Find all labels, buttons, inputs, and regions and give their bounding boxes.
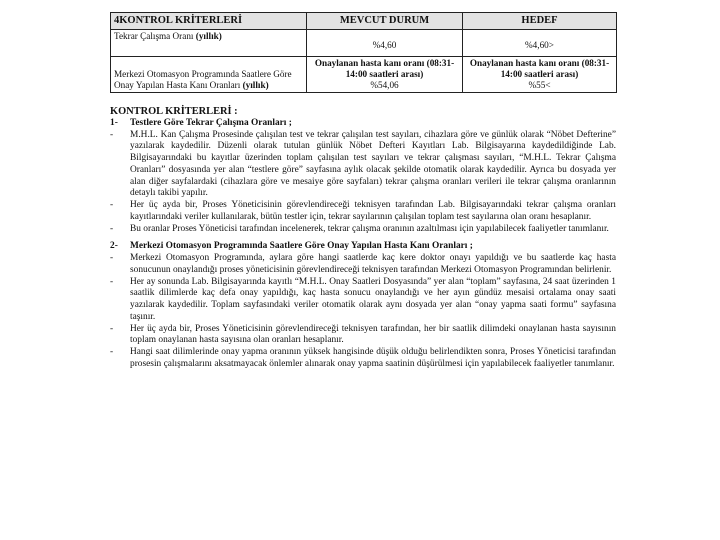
list-item: [110, 200, 616, 224]
target-value-cell: [463, 57, 617, 93]
list-item-text: Her ay sonunda Lab. Bilgisayarında kayıtlı “M.H.L. Onay Saatleri Dosyasında” yer alan “toplam” sayfasına, 24 saat üzerinden 1 saatlik dilimlerde kaç defa onay yapıldığı, kaç hasta sonucu onaylandığı ve her ayın gündüz mesaisi ortalama onay saati yazılarak kaydedilir. Toplam sayfasındaki veriler otomatik olarak aynı dosyada yer alan “onay yapma saati formu” sayfasına taşınır.: [130, 276, 616, 322]
target-value: %4,60>: [525, 40, 554, 50]
list-item: [110, 347, 616, 371]
list-item-text: Merkezi Otomasyon Programında, aylara göre hangi saatlerde kaç kere doktor onayı yapıldığı ve bu saatlerde kaç hasta sonucunun onaylandığı proses yöneticisinin görevlendireceği teknisyen tarafından Merkezi Otomasyon Programından belirlenir.: [130, 253, 616, 275]
list-item-text: Hangi saat dilimlerinde onay yapma oranının yüksek hangisinde düşük olduğu belirlendikten sonra, Proses Yöneticisi tarafından prosesin çalışmalarını aksatmayacak önlemler alınarak onay yapma saatinin düşürülmesi için yapılabilecek faaliyetler tanımlanır.: [130, 347, 616, 369]
criterion-text: Merkezi Otomasyon Programında Saatlere Göre Onay Yapılan Hasta Kanı Oranları: [114, 69, 292, 90]
control-criteria-table: [110, 12, 617, 93]
list-item: [110, 253, 616, 277]
list-item-text: Her üç ayda bir, Proses Yöneticisinin görevlendireceği teknisyen tarafından Lab. Bilgisayarındaki tekrar çalışma oranları kayıtlarındaki veriler kullanılarak, bütün testler için, tekrar sayılarının çalışılan toplam test sayılarına olan oranı hesaplanır.: [130, 200, 616, 222]
bullet-dash: -: [110, 129, 114, 140]
header-criteria: 4KONTROL KRİTERLERİ: [111, 13, 307, 30]
header-target: HEDEF: [463, 13, 617, 30]
list-item-text: Bu oranlar Proses Yöneticisi tarafından incelenerek, tekrar çalışma oranının azaltılması için yapılabilecek faaliyetler tanımlanır.: [130, 223, 609, 234]
criterion-text: Tekrar Çalışma Oranı: [114, 31, 196, 41]
bullet-dash: -: [110, 223, 114, 234]
table-header-row: [111, 13, 617, 30]
list-item: [110, 130, 616, 201]
criterion-cell: [111, 30, 307, 57]
section-number: 1-: [110, 117, 118, 128]
target-value: %55<: [528, 80, 551, 90]
bullet-dash: -: [110, 347, 114, 357]
criterion-period: (yıllık): [195, 31, 222, 41]
list-item-text: M.H.L. Kan Çalışma Prosesinde çalışılan test ve tekrar çalışılan test sayıları, cihazlara göre ve günlük olarak “Nöbet Defterine” yazılarak kaydedilir. Düzenli olarak tutulan günlük Nöbet Defteri Kayıtları Lab. Bilgisayarına kaydedildiğinde Lab. Bilgisayarındaki bu kayıtlar üzerinden toplam çalışılan test sayıları ve tekrar çalışması sayıları, “M.H.L. Tekrar Çalışma Oranları” dosyasında yer alan “testlere göre” sayfasına aylık olacak şekilde otomatik olarak kaydedilir. Ayrıca bu dosyada yer alan diğer sayfalardaki (cihazlara göre ve mesaiye göre sayfaları) tekrar çalışma oranları verileri ile tekrar çalışma oranlarının detaylı takibi yapılır.: [130, 129, 616, 199]
list-item: [110, 277, 616, 324]
bullet-dash: -: [110, 323, 114, 334]
target-value-cell: [463, 30, 617, 57]
bullet-dash: -: [110, 253, 114, 263]
list-item-text: Her üç ayda bir, Proses Yöneticisinin görevlendireceği teknisyen tarafından, her bir saatlik dilimdeki onaylanan hasta sayısının toplam onaylanan hasta sayısına olan oranları hesaplanır.: [130, 323, 616, 346]
section-title: Testlere Göre Tekrar Çalışma Oranları ;: [130, 117, 292, 128]
bullet-dash: -: [110, 276, 114, 287]
document-page: [110, 12, 616, 371]
section-number: 2-: [110, 241, 118, 252]
section-title: Merkezi Otomasyon Programında Saatlere Göre Onay Yapılan Hasta Kanı Oranları ;: [130, 241, 473, 252]
current-value-cell: [307, 30, 463, 57]
current-value-cell: [307, 57, 463, 93]
criterion-cell: [111, 57, 307, 93]
target-description: Onaylanan hasta kanı oranı (08:31-14:00 saatleri arası): [469, 58, 610, 79]
current-description: Onaylanan hasta kanı oranı (08:31-14:00 saatleri arası): [314, 58, 455, 79]
criteria-body: [110, 106, 616, 371]
criterion-period: (yıllık): [242, 80, 269, 90]
current-value: %54,06: [370, 80, 399, 90]
table-row: [111, 57, 617, 93]
table-row: [111, 30, 617, 57]
section-heading: [110, 118, 616, 130]
header-current-status: MEVCUT DURUM: [307, 13, 463, 30]
section-heading: [110, 241, 616, 253]
bullet-dash: -: [110, 200, 114, 210]
criteria-title: KONTROL KRİTERLERİ :: [110, 106, 238, 117]
current-value: %4,60: [372, 40, 397, 50]
list-item: [110, 324, 616, 348]
list-item: [110, 224, 616, 236]
